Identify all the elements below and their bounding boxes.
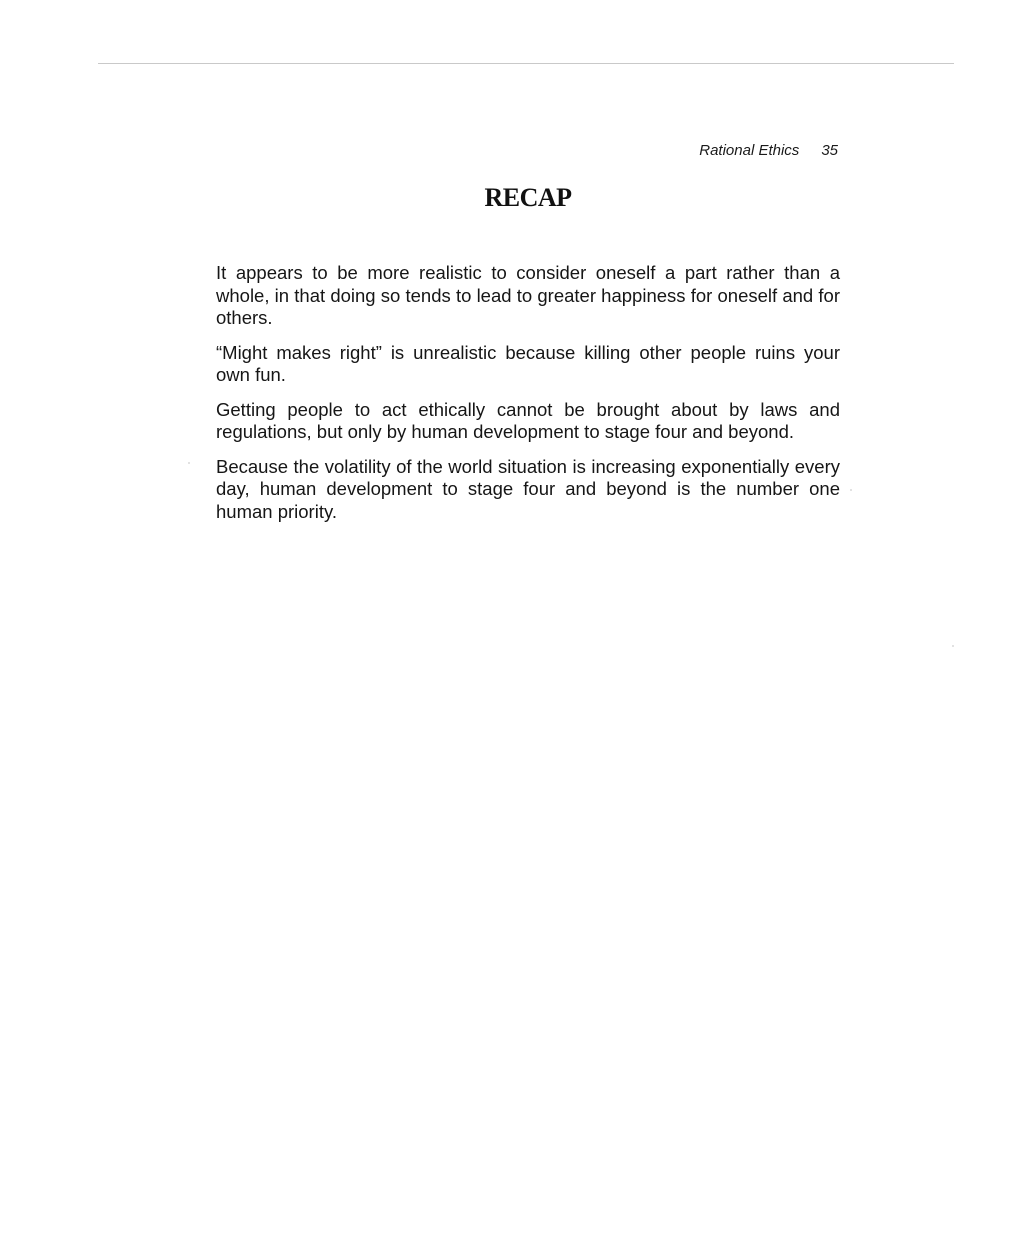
recap-paragraph: “Might makes right” is unrealistic because killing other people ruins your own fun. bbox=[216, 341, 840, 385]
running-header bbox=[540, 142, 838, 159]
scan-edge-line bbox=[98, 63, 954, 64]
scan-speck bbox=[188, 462, 190, 464]
scan-speck bbox=[952, 645, 954, 647]
section-title: RECAP bbox=[484, 183, 572, 212]
page-number: 35 bbox=[821, 142, 838, 159]
recap-paragraph: Getting people to act ethically cannot be brought about by laws and regulations, but only by human development to stage four and beyond. bbox=[216, 398, 840, 442]
running-title: Rational Ethics bbox=[699, 142, 800, 159]
recap-body bbox=[216, 262, 840, 535]
recap-paragraph: It appears to be more realistic to consider oneself a part rather than a whole, in that doing so tends to lead to greater happiness for oneself and for others. bbox=[216, 262, 840, 328]
recap-paragraph: Because the volatility of the world situation is increasing exponentially every day, human development to stage four and beyond is the number one human priority. bbox=[216, 455, 840, 522]
scan-speck bbox=[850, 489, 852, 491]
